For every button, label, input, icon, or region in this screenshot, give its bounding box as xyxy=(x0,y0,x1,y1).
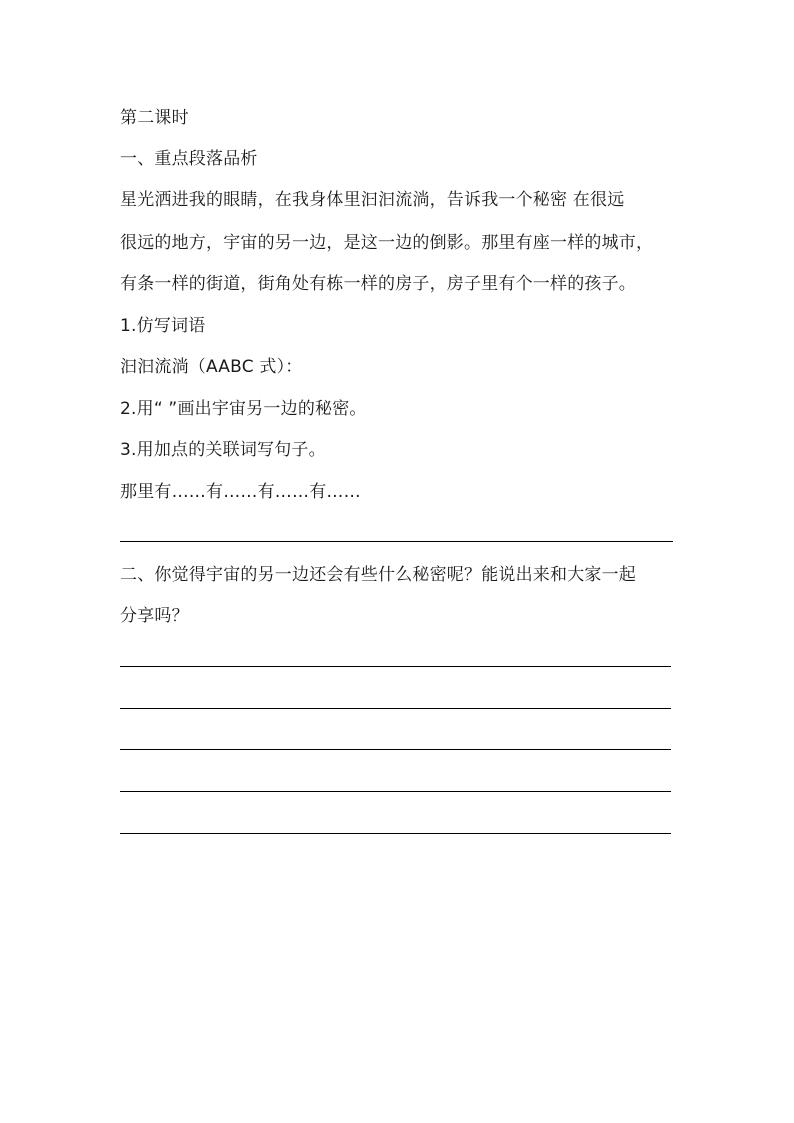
answer-line-4[interactable] xyxy=(120,791,671,792)
question-3-pattern: 那里有……有……有……有…… xyxy=(120,482,361,502)
question-3: 3.用加点的关联词写句子。 xyxy=(120,440,326,460)
section2-question-line-2: 分享吗？ xyxy=(120,606,189,626)
section2-question-line-1: 二、你觉得宇宙的另一边还会有些什么秘密呢？能说出来和大家一起 xyxy=(120,565,636,585)
answer-line-5[interactable] xyxy=(120,833,671,834)
passage-line-3: 有条一样的街道，街角处有栋一样的房子，房子里有个一样的孩子。 xyxy=(120,274,636,294)
answer-line-1[interactable] xyxy=(120,666,671,667)
passage-line-2: 很远的地方，宇宙的另一边，是这一边的倒影。那里有座一样的城市， xyxy=(120,233,654,253)
question-2: 2.用“ ”画出宇宙另一边的秘密。 xyxy=(120,399,367,419)
question-1-example: 汩汩流淌（AABC 式）： xyxy=(120,357,303,377)
answer-line-q3[interactable] xyxy=(120,541,673,542)
answer-line-2[interactable] xyxy=(120,708,671,709)
passage-line-1: 星光洒进我的眼睛，在我身体里汩汩流淌，告诉我一个秘密 在很远 xyxy=(120,190,625,210)
question-1: 1.仿写词语 xyxy=(120,316,206,336)
answer-line-3[interactable] xyxy=(120,749,671,750)
section1-heading: 一、重点段落品析 xyxy=(120,149,258,169)
lesson-title: 第二课时 xyxy=(120,108,189,128)
